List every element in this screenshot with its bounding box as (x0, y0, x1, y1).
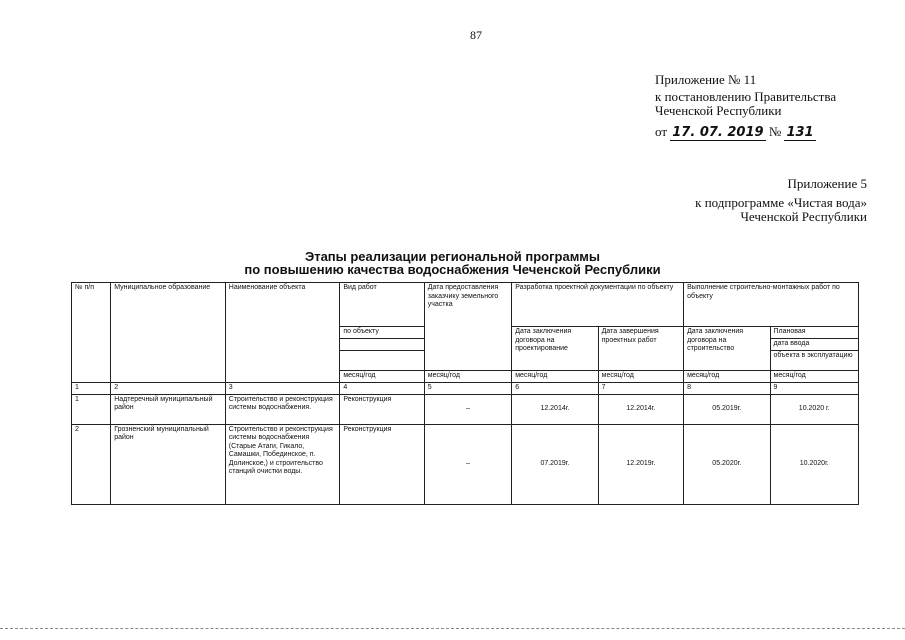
row-land-date: – (424, 394, 511, 424)
row-object: Строительство и реконструкция системы водоснабжения. (225, 394, 340, 424)
row-municipality: Надтеречный муниципальный район (111, 394, 226, 424)
annex-11-line2: Чеченской Республики (655, 103, 782, 118)
header-empty-cell (340, 351, 424, 371)
table-row (72, 424, 859, 504)
header-by-object: по объекту (340, 327, 424, 339)
row-design-finish: 12.2019г. (598, 424, 683, 504)
header-design-finish: Дата завершения проектных работ (598, 327, 683, 371)
annex-11-title: Приложение № 11 (655, 72, 757, 87)
row-design-finish: 12.2014г. (598, 394, 683, 424)
annex-5-line2: Чеченской Республики (740, 209, 867, 224)
column-number: 5 (424, 383, 511, 395)
column-number: 6 (512, 383, 598, 395)
row-municipality: Грозненский муниципальный район (111, 424, 226, 504)
header-commission-date: дата ввода (770, 339, 859, 351)
column-number: 9 (770, 383, 859, 395)
title-line2: по повышению качества водоснабжения Чеченской Республики (244, 262, 661, 277)
header-land-date: Дата предоставления заказчику земельного участка (424, 283, 511, 371)
scan-edge-divider (0, 628, 905, 633)
annex-11-date-line (655, 124, 816, 141)
column-number: 2 (111, 383, 226, 395)
header-planned: Плановая (770, 327, 859, 339)
column-number: 3 (225, 383, 340, 395)
row-num: 1 (72, 394, 111, 424)
table-row (72, 394, 859, 424)
row-planned: 10.2020 г. (770, 394, 859, 424)
row-work-type: Реконструкция (340, 424, 424, 504)
row-design-contract: 12.2014г. (512, 394, 598, 424)
header-object: Наименование объекта (225, 283, 340, 383)
row-land-date: – (424, 424, 511, 504)
handwritten-date: 17. 07. 2019 (672, 125, 764, 140)
number-prefix: № (768, 124, 782, 139)
annex-11-line1: к постановлению Правительства (655, 89, 837, 104)
row-num: 2 (72, 424, 111, 504)
annex-5-title: Приложение 5 (787, 176, 867, 191)
header-month-year: месяц/год (340, 371, 424, 383)
date-prefix: от (655, 124, 668, 139)
header-num: № п/п (72, 283, 111, 383)
header-empty-cell (340, 339, 424, 351)
page-number: 87 (470, 28, 482, 42)
column-number: 7 (598, 383, 683, 395)
column-number: 8 (684, 383, 770, 395)
column-number: 4 (340, 383, 424, 395)
header-month-year: месяц/год (512, 371, 598, 383)
header-month-year: месяц/год (424, 371, 511, 383)
document-title (0, 250, 905, 276)
annex-5-subtitle (695, 196, 867, 224)
header-municipality: Муниципальное образование (111, 283, 226, 383)
header-month-year: месяц/год (770, 371, 859, 383)
title-line1: Этапы реализации региональной программы (304, 249, 601, 264)
stages-table (71, 282, 859, 505)
header-constr-contract: Дата заключения договора на строительство (684, 327, 770, 371)
column-numbers-row (72, 383, 859, 395)
annex-11-subtitle (655, 90, 836, 118)
row-planned: 10.2020г. (770, 424, 859, 504)
row-constr-contract: 05.2019г. (684, 394, 770, 424)
header-design-dev: Разработка проектной документации по объекту (512, 283, 684, 327)
header-work-type: Вид работ (340, 283, 424, 327)
row-design-contract: 07.2019г. (512, 424, 598, 504)
column-number: 1 (72, 383, 111, 395)
header-month-year: месяц/год (684, 371, 770, 383)
handwritten-number: 131 (786, 125, 814, 140)
header-month-year: месяц/год (598, 371, 683, 383)
header-construction: Выполнение строительно-монтажных работ по объекту (684, 283, 859, 327)
row-constr-contract: 05.2020г. (684, 424, 770, 504)
row-object: Строительство и реконструкция системы водоснабжения (Старые Атаги, Гикало, Самашки, Побединское, п. Долинское,) и строительство станций очистки воды. (225, 424, 340, 504)
annex-5-line1: к подпрограмме «Чистая вода» (695, 195, 867, 210)
header-design-contract: Дата заключения договора на проектирование (512, 327, 598, 371)
header-object-operation: объекта в эксплуатацию (770, 351, 859, 371)
row-work-type: Реконструкция (340, 394, 424, 424)
